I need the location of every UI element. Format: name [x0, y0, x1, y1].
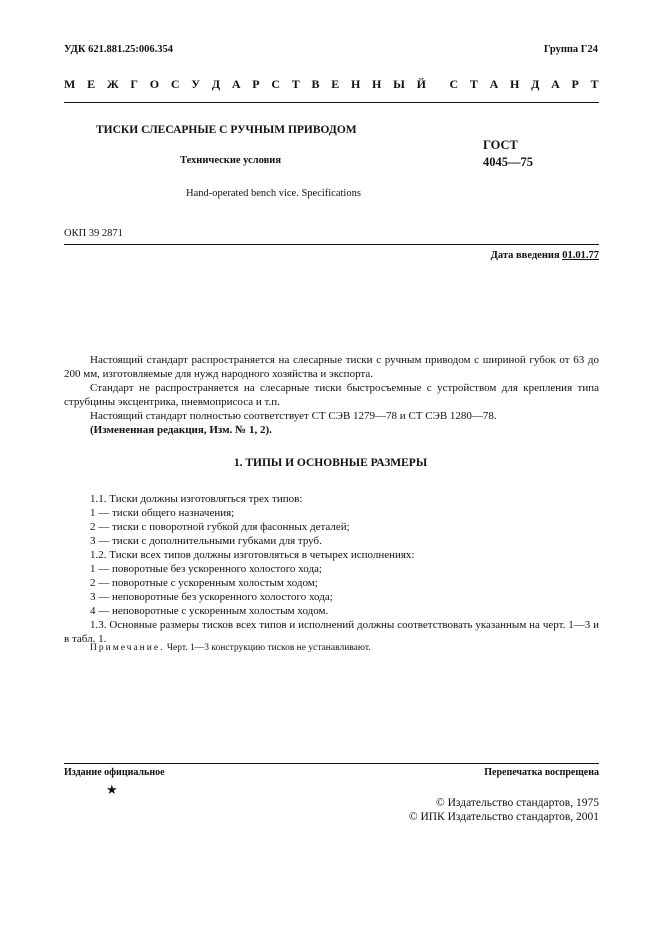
list-item: 1.3. Основные размеры тисков всех типов и исполнений должны соответствовать указанным на черт. 1—3 и в табл. 1.: [64, 619, 599, 645]
list-item: 1.2. Тиски всех типов должны изготовляться в четырех исполнениях:: [90, 549, 415, 561]
amendment-note: (Измененная редакция, Изм. № 1, 2).: [90, 424, 272, 436]
document-subtitle: Технические условия: [180, 155, 282, 166]
intro-paragraph-2: Стандарт не распространяется на слесарные тиски быстросъемные с устройством для крепления типа струбцины эксцентрика, пневмоприсоса и т.п.: [64, 382, 599, 408]
list-item: 2 — тиски с поворотной губкой для фасонных деталей;: [90, 521, 350, 533]
intro-section: [64, 353, 599, 437]
list-item: 1.1. Тиски должны изготовляться трех типов:: [90, 493, 303, 505]
interstate-standard-heading: М Е Ж Г О С У Д А Р С Т В Е Н Н Ы Й С Т А Н Д А Р Т: [64, 77, 599, 91]
section-1-list: [64, 492, 599, 646]
okp-code: ОКП 39 2871: [64, 228, 123, 239]
copyright-line-2: © ИПК Издательство стандартов, 2001: [408, 811, 599, 823]
gost-number: 4045—75: [483, 155, 533, 169]
udk-code: УДК 621.881.25:006.354: [64, 44, 173, 55]
date-value: 01.01.77: [562, 250, 599, 261]
copyright-line-1: © Издательство стандартов, 1975: [435, 797, 599, 809]
header-divider: [64, 102, 599, 103]
okp-divider: [64, 244, 599, 245]
list-item: 3 — тиски с дополнительными губками для труб.: [90, 535, 322, 547]
official-edition: Издание официальное: [64, 767, 165, 778]
document-title: ТИСКИ СЛЕСАРНЫЕ С РУЧНЫМ ПРИВОДОМ: [96, 124, 357, 136]
gost-designation: [483, 137, 533, 171]
introduction-date: [491, 250, 599, 261]
list-item: 4 — неповоротные с ускоренным холостым ходом.: [90, 605, 329, 617]
intro-paragraph-1: Настоящий стандарт распространяется на слесарные тиски с ручным приводом с шириной губок от 63 до 200 мм, изготовляемые для нужд народного хозяйства и экспорта.: [64, 354, 599, 380]
list-item: 1 — тиски общего назначения;: [90, 507, 235, 519]
list-item: 3 — неповоротные без ускоренного холостого хода;: [90, 591, 333, 603]
date-label: Дата введения: [490, 250, 563, 261]
english-title: Hand-operated bench vice. Specifications: [186, 188, 361, 199]
footer-divider: [64, 763, 599, 764]
gost-label: ГОСТ: [483, 138, 518, 152]
reprint-prohibited: Перепечатка воспрещена: [484, 767, 599, 778]
note-label: Примечание.: [90, 643, 165, 653]
note-text: Черт. 1—3 конструкцию тисков не устанавливают.: [164, 643, 371, 653]
section-note: [90, 643, 371, 653]
list-item: 1 — поворотные без ускоренного холостого хода;: [90, 563, 322, 575]
intro-paragraph-3: Настоящий стандарт полностью соответствует СТ СЭВ 1279—78 и СТ СЭВ 1280—78.: [90, 410, 497, 422]
section-1-title: 1. ТИПЫ И ОСНОВНЫЕ РАЗМЕРЫ: [233, 457, 428, 469]
group-code: Группа Г24: [543, 44, 598, 55]
star-icon: ★: [106, 782, 118, 797]
list-item: 2 — поворотные с ускоренным холостым ходом;: [90, 577, 318, 589]
